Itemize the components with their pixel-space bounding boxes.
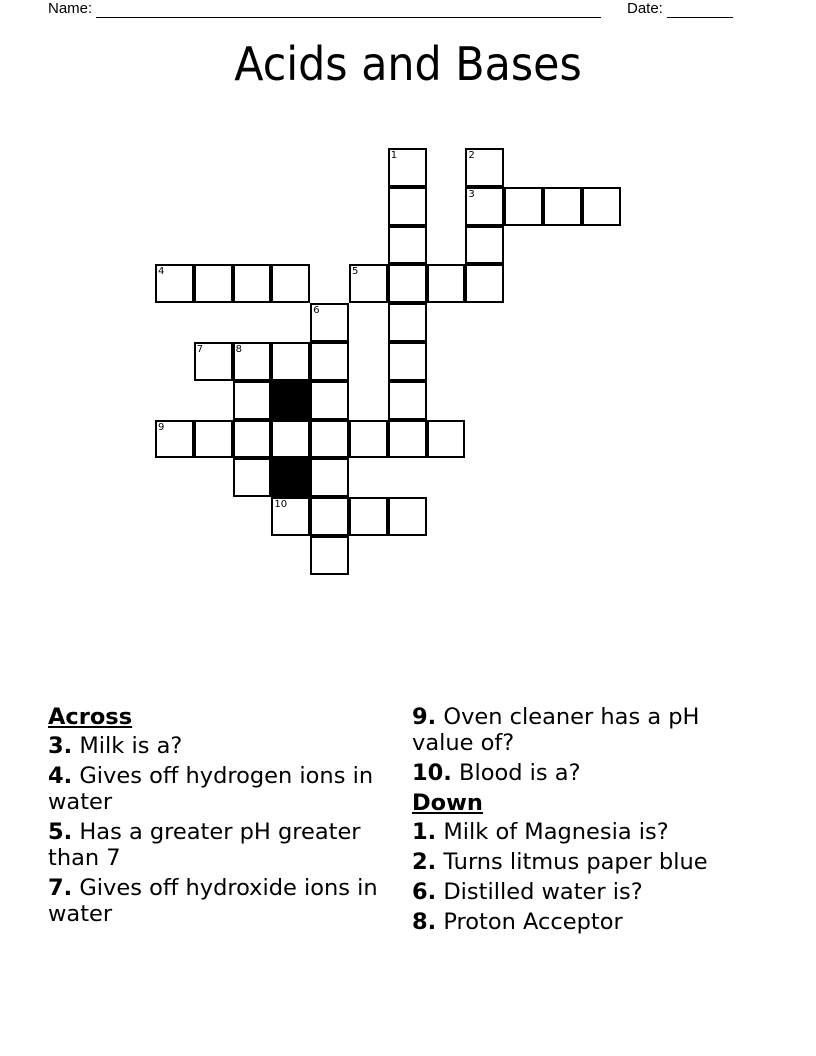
clue-across-4: 4. Gives off hydrogen ions in water <box>48 763 374 815</box>
crossword-cell[interactable] <box>388 264 427 303</box>
clue-across-3: 3. Milk is a? <box>48 733 183 759</box>
clue-number: 5 <box>352 266 359 278</box>
clues-column-right <box>412 704 752 939</box>
crossword-cell[interactable] <box>388 420 427 459</box>
page-title: Acids and Bases <box>234 37 582 91</box>
clue-across-9: 9. Oven cleaner has a pH value of? <box>412 704 700 756</box>
across-heading: Across <box>48 704 133 730</box>
crossword-cell[interactable] <box>194 420 233 459</box>
down-heading: Down <box>412 790 483 816</box>
crossword-cell[interactable] <box>310 303 349 342</box>
crossword-cell[interactable] <box>388 226 427 265</box>
date-blank[interactable] <box>667 2 733 18</box>
crossword-cell[interactable] <box>349 497 388 536</box>
clue-across-5: 5. Has a greater pH greater than 7 <box>48 819 361 871</box>
crossword-cell[interactable] <box>465 264 504 303</box>
crossword-cell[interactable] <box>465 226 504 265</box>
crossword-cell[interactable] <box>310 342 349 381</box>
crossword-cell[interactable] <box>194 342 233 381</box>
clue-across-7: 7. Gives off hydroxide ions in water <box>48 875 378 927</box>
crossword-cell[interactable] <box>310 381 349 420</box>
crossword-cell[interactable] <box>271 342 310 381</box>
name-blank[interactable] <box>96 2 601 18</box>
crossword-cell[interactable] <box>310 536 349 575</box>
crossword-cell[interactable] <box>194 264 233 303</box>
crossword-cell[interactable] <box>233 458 272 497</box>
clue-number: 1 <box>390 150 398 161</box>
crossword-cell[interactable] <box>233 420 272 459</box>
crossword-cell[interactable] <box>504 187 543 226</box>
clue-down-8: 8. Proton Acceptor <box>412 909 623 935</box>
black-cell <box>271 381 310 420</box>
crossword-cell[interactable] <box>465 187 504 226</box>
clue-number: 6 <box>313 305 320 317</box>
crossword-cell[interactable] <box>310 420 349 459</box>
clue-across-10: 10. Blood is a? <box>412 760 581 786</box>
clues-column-left <box>48 704 388 931</box>
crossword-cell[interactable] <box>310 458 349 497</box>
crossword-cell[interactable] <box>271 497 310 536</box>
clue-number: 8 <box>235 344 242 355</box>
crossword-cell[interactable] <box>233 264 272 303</box>
crossword-cell[interactable] <box>543 187 582 226</box>
date-field <box>627 0 733 18</box>
crossword-cell[interactable] <box>427 420 466 459</box>
clue-down-2: 2. Turns litmus paper blue <box>412 849 708 875</box>
crossword-cell[interactable] <box>349 420 388 459</box>
clue-down-1: 1. Milk of Magnesia is? <box>412 819 669 845</box>
clue-number: 10 <box>274 499 288 511</box>
crossword-cell[interactable] <box>271 420 310 459</box>
crossword-cell[interactable] <box>427 264 466 303</box>
name-label: Name: <box>48 0 93 17</box>
crossword-cell[interactable] <box>388 381 427 420</box>
crossword-cell[interactable] <box>233 342 272 381</box>
crossword-cell[interactable] <box>233 381 272 420</box>
crossword-cell[interactable] <box>271 264 310 303</box>
crossword-cell[interactable] <box>388 303 427 342</box>
crossword-cell[interactable] <box>388 187 427 226</box>
clue-number: 3 <box>468 188 475 200</box>
black-cell <box>271 458 310 497</box>
crossword-cell[interactable] <box>388 497 427 536</box>
clue-number: 4 <box>158 266 165 278</box>
date-label: Date: <box>627 0 663 17</box>
crossword-cell[interactable] <box>349 264 388 303</box>
crossword-cell[interactable] <box>155 420 194 459</box>
crossword-cell[interactable] <box>388 342 427 381</box>
crossword-cell[interactable] <box>155 264 194 303</box>
crossword-cell[interactable] <box>388 148 427 187</box>
name-field <box>48 0 601 18</box>
crossword-cell[interactable] <box>465 148 504 187</box>
clue-number: 2 <box>468 150 475 161</box>
crossword-cell[interactable] <box>310 497 349 536</box>
clue-down-6: 6. Distilled water is? <box>412 879 643 905</box>
crossword-cell[interactable] <box>582 187 621 226</box>
clue-number: 7 <box>196 344 204 355</box>
clue-number: 9 <box>158 421 165 433</box>
